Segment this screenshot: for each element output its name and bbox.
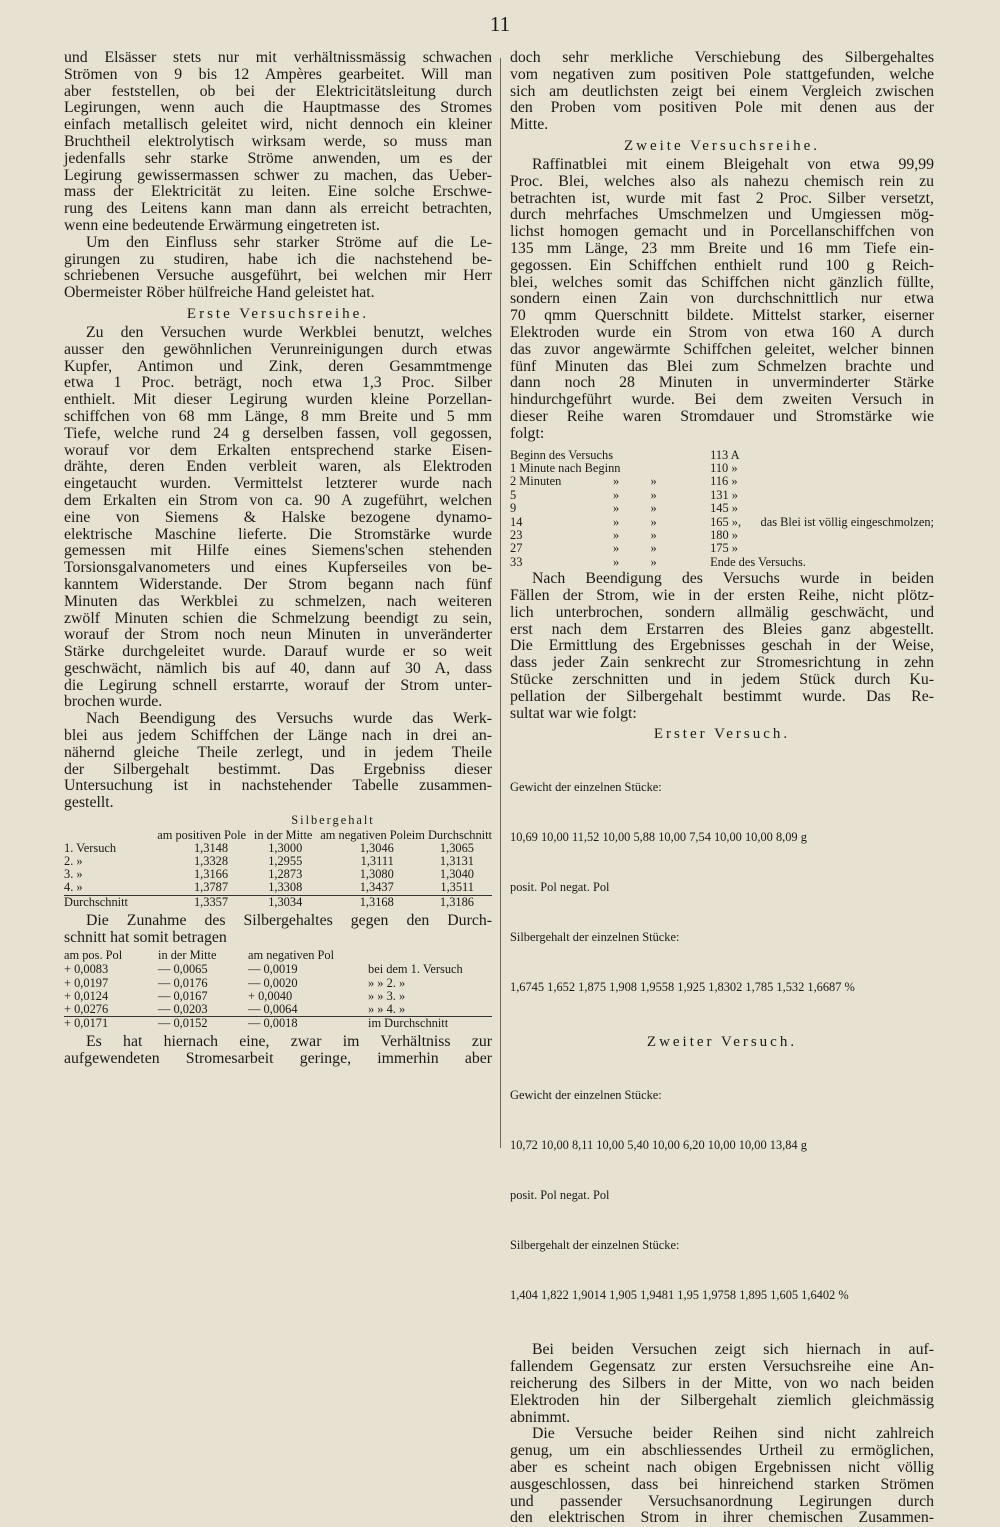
table-header-cell — [368, 948, 492, 963]
table-cell — [613, 449, 650, 462]
text-line: zwölf Minuten schien die Schmelzung beendigt zu sein, — [64, 609, 492, 627]
text-line: Tiefe, welche rund 24 g derselben fassen, voll gegossen, — [64, 424, 492, 442]
paragraph — [64, 1034, 492, 1068]
table-cell: 5 — [510, 487, 517, 502]
table-cell: » — [613, 487, 620, 502]
table-cell: 2 Minuten — [510, 474, 562, 489]
table-cell: — 0,0203 — [158, 1002, 208, 1017]
text-line: den elektrischen Strom in ihrer chemischen Zusammen- — [510, 1509, 934, 1527]
table-cell: 1,3437 — [359, 880, 394, 895]
text-line: abnimmt. — [510, 1408, 571, 1426]
table-cell: 23 — [510, 527, 523, 542]
table-header-cell: im Durchschnitt — [411, 827, 492, 842]
text-line: Es hat hiernach eine, zwar im Verhältniss zur — [86, 1033, 492, 1051]
text-line: rung des Leitens kann man dann als erreicht betrachten, — [64, 200, 492, 218]
table-cell: 1,3131 — [439, 854, 474, 869]
table-cell: 1,3000 — [268, 840, 303, 855]
text-line: worauf vor dem Erkalten entsprechend starke Eisen- — [64, 441, 492, 459]
table-cell: Durchschnitt — [64, 894, 129, 909]
table-header-cell — [64, 829, 157, 842]
text-line: Nach Beendigung des Versuchs wurde das Werk- — [86, 710, 492, 728]
text-line: jedenfalls sehr starke Ströme anwenden, um es der — [64, 149, 492, 167]
table-cell: 113 A — [710, 447, 740, 462]
text-line: reicherung des Silbers in der Mitte, von wo nach beiden — [510, 1374, 934, 1392]
text-line: ausgeschlossen, dass bei hinreichend starken Strömen — [510, 1475, 934, 1493]
text-line: Minuten das Werkblei zu schmelzen, nach weiteren — [64, 592, 492, 610]
text-line: Gewicht der einzelnen Stücke: — [510, 780, 662, 795]
text-line: 70 qmm Querschnitt bildete. Mittelst starker, eiserner — [510, 307, 934, 325]
table-cell: » — [613, 527, 620, 542]
zunahme-table — [64, 948, 492, 1030]
table-cell — [761, 449, 934, 462]
table-row — [64, 881, 492, 895]
table-cell: 27 — [510, 541, 523, 556]
text-line: dann noch 28 Minuten in unverminderter Stärke — [510, 374, 934, 392]
text-line: pellation der Silbergehalt bestimmt wurde. Das Re- — [510, 687, 934, 705]
text-line: das zuvor angewärmte Schiffchen geleitet, welcher binnen — [510, 340, 934, 358]
table-cell — [650, 449, 710, 462]
table-cell: — 0,0020 — [248, 975, 298, 990]
paragraph — [64, 235, 492, 302]
table-cell: 1,2873 — [268, 867, 303, 882]
table-footer-row — [64, 1017, 492, 1031]
text-line: der Silbergehalt bestimmt. Das Ergebniss dieser — [64, 760, 492, 778]
right-column — [510, 50, 934, 1527]
paragraph — [64, 50, 492, 235]
paragraph — [510, 1342, 934, 1426]
measurement-block — [510, 745, 934, 1030]
table-cell — [761, 529, 934, 542]
text-line: dem Erkalten ein Strom von ca. 90 A zugeführt, welchen — [64, 491, 492, 509]
table-cell: 1,3046 — [359, 840, 394, 855]
table-cell: 175 » — [710, 541, 738, 556]
table-header-cell: am pos. Pol — [64, 948, 123, 963]
table-cell: + 0,0276 — [64, 1002, 109, 1017]
table-cell: 1,3080 — [359, 867, 394, 882]
table-title: Silbergehalt — [291, 813, 375, 828]
table-header-cell: am negativen Pole — [320, 827, 412, 842]
table-cell: » — [650, 487, 657, 502]
text-line: blei, welches somit das Schiffchen nicht gänzlich füllte, — [510, 273, 934, 291]
section-heading: Erste Versuchsreihe. — [186, 305, 370, 322]
text-line: aufgewendeten Stromesarbeit geringe, immerhin aber — [64, 1050, 492, 1068]
section-heading: Zweiter Versuch. — [646, 1034, 798, 1051]
text-line: doch sehr merkliche Verschiebung des Silbergehaltes — [510, 49, 934, 66]
text-line: lich unterbrochen, sondern allmälig geschwächt, und — [510, 603, 934, 621]
text-line: den Proben vom positiven Pole mit denen aus der — [510, 99, 934, 117]
table-cell: » — [613, 501, 620, 516]
text-line: worauf der Strom noch neun Minuten in unveränderter — [64, 626, 492, 644]
paragraph — [510, 50, 934, 134]
text-line: genug, um ein abschliessendes Urtheil zu ermöglichen, — [510, 1442, 934, 1460]
paragraph — [64, 711, 492, 812]
text-line: Fällen der Strom, wie in der ersten Reihe, nicht plötz- — [510, 586, 934, 604]
table-cell — [761, 489, 934, 502]
table-cell: Ende des Versuchs. — [710, 554, 806, 569]
text-line: posit. Pol negat. Pol — [510, 1187, 610, 1202]
text-line: Legirung gewissermassen schwer zu machen, das Ueber- — [64, 166, 492, 184]
text-line: Stücke zerschnitten und in jedem Stück durch Ku- — [510, 670, 934, 688]
table-header-cell: am positiven Pole — [157, 827, 247, 842]
table-cell: 1,3168 — [359, 894, 394, 909]
paragraph — [510, 157, 934, 443]
table-row — [510, 462, 934, 475]
table-cell: + 0,0040 — [248, 988, 293, 1003]
table-cell: bei dem 1. Versuch — [368, 962, 463, 977]
column-divider — [500, 58, 501, 1148]
table-cell: — 0,0019 — [248, 962, 298, 977]
table-cell — [761, 542, 934, 555]
text-line: einfach metallisch geleitet wird, nicht dennoch ein kleiner — [64, 116, 492, 134]
table-cell: » — [613, 514, 620, 529]
table-cell: 33 — [510, 554, 523, 569]
table-row — [510, 449, 934, 462]
text-line: eine von Siemens & Halske bezogene dynamo- — [64, 508, 492, 526]
text-line: Untersuchung ist in nachstehender Tabelle zusammen- — [64, 777, 492, 795]
text-line: Legirungen, wenn auch die Hauptmasse des Stromes — [64, 99, 492, 117]
text-line: 10,69 10,00 11,52 10,00 5,88 10,00 7,54 10,00 10,00 8,09 g — [510, 830, 807, 845]
table-cell: » — [613, 541, 620, 556]
text-line: 10,72 10,00 8,11 10,00 5,40 10,00 6,20 10,00 10,00 13,84 g — [510, 1138, 807, 1153]
text-line: kanntem Widerstande. Der Strom begann nach fünf — [64, 575, 492, 593]
text-line: gemessen mit Hilfe eines Siemens'schen stehenden — [64, 542, 492, 560]
table-cell: » — [613, 554, 620, 569]
text-line: Kupfer, Antimon und Zink, deren Gesammtmenge — [64, 357, 492, 375]
table-cell: 4. » — [64, 880, 83, 895]
paragraph — [64, 913, 492, 947]
table-cell: » — [650, 527, 657, 542]
section-heading: Zweite Versuchsreihe. — [623, 137, 820, 154]
text-line: nähernd gleiche Theile zerlegt, und in jedem Theile — [64, 743, 492, 761]
text-line: betrachten ist, wurde mit fast 2 Proc. Silber versetzt, — [510, 189, 934, 207]
text-line: 135 mm Länge, 23 mm Breite und 16 mm Tiefe ein- — [510, 239, 934, 257]
table-row — [510, 502, 934, 515]
text-line: Elektroden hin der Silbergehalt ziemlich gleichmässig — [510, 1391, 934, 1409]
text-line: schriebenen Versuche ausgeführt, bei welchen mir Herr — [64, 267, 492, 285]
text-line: ausser den gewöhnlichen Verunreinigungen durch etwas — [64, 340, 492, 358]
text-line: durch mehrfaches Umschmelzen und Umgiessen mög- — [510, 206, 934, 224]
table-row — [510, 529, 934, 542]
text-line: elektrische Maschine lieferte. Die Stromstärke wurde — [64, 525, 492, 543]
text-line: und Elsässer stets nur mit verhältnissmässig schwachen — [64, 49, 492, 66]
text-line: Die Versuche beider Reihen sind nicht zahlreich — [532, 1425, 934, 1443]
table-cell: — 0,0152 — [158, 1016, 208, 1031]
text-line: Silbergehalt der einzelnen Stücke: — [510, 1237, 680, 1252]
table-cell: 1. Versuch — [64, 840, 117, 855]
text-line: fünf Minuten das Blei zum Schmelzen brachte und — [510, 357, 934, 375]
text-line: die Legirung schnell erstarrte, worauf der Strom unter- — [64, 676, 492, 694]
table-cell: + 0,0197 — [64, 975, 109, 990]
table-row — [510, 556, 934, 569]
stromstaerke-table — [510, 449, 934, 570]
table-row — [510, 542, 934, 555]
text-line: 1,404 1,822 1,9014 1,905 1,9481 1,95 1,9758 1,895 1,605 1,6402 % — [510, 1287, 849, 1302]
text-line: schnitt hat somit betragen — [64, 928, 227, 946]
text-line: enthielt. Mit dieser Legirung wurden kleine Porzellan- — [64, 391, 492, 409]
text-line: eingetaucht wurden. Vermittelst letzterer wurde nach — [64, 475, 492, 493]
text-line: gegossen. Ein Schiffchen enthielt rund 100 g Reich- — [510, 256, 934, 274]
text-line: Zu den Versuchen wurde Werkblei benutzt, welches — [86, 323, 492, 341]
table-header-cell: in der Mitte — [158, 948, 217, 963]
table-cell: — 0,0018 — [248, 1016, 298, 1031]
text-line: vom negativen zum positiven Pole stattgefunden, welche — [510, 65, 934, 83]
table-cell: 1,2955 — [268, 854, 303, 869]
table-cell: » » 2. » — [368, 975, 406, 990]
text-line: sich am deutlichsten zeigt bei einem Vergleich zwischen — [510, 82, 934, 100]
text-line: Bruchtheil elektrolytisch wirksam werde, so muss man — [64, 132, 492, 150]
table-row — [64, 977, 492, 990]
table-cell — [761, 475, 934, 488]
table-cell: 145 » — [710, 501, 738, 516]
table-cell: 1,3328 — [193, 854, 229, 869]
text-line: Obermeister Röber hülfreiche Hand geleistet hat. — [64, 284, 375, 302]
table-row — [64, 963, 492, 976]
table-cell: + 0,0083 — [64, 962, 109, 977]
table-cell: 116 » — [710, 474, 738, 489]
text-line: Nach Beendigung des Versuchs wurde in beiden — [532, 570, 934, 588]
table-cell: 1,3034 — [268, 894, 303, 909]
table-cell — [761, 462, 934, 475]
text-line: dieser Reihe waren Stromdauer und Stromstärke wie — [510, 407, 934, 425]
table-cell: 1,3511 — [440, 880, 474, 895]
text-line: Um den Einfluss sehr starker Ströme auf die Le- — [86, 233, 492, 251]
text-line: Gewicht der einzelnen Stücke: — [510, 1088, 662, 1103]
table-cell: » — [650, 554, 657, 569]
text-line: aber feststellen, ob bei der Elektricitätsleitung durch — [64, 82, 492, 100]
measurement-block — [510, 1053, 934, 1338]
left-column — [64, 50, 492, 1068]
table-cell: — 0,0176 — [158, 975, 208, 990]
table-header-row — [64, 948, 492, 963]
table-row — [510, 489, 934, 502]
text-line: fallendem Gegensatz zur ersten Versuchsreihe eine An- — [510, 1358, 934, 1376]
table-cell: 1,3040 — [439, 867, 474, 882]
paragraph — [510, 571, 934, 722]
text-line: Mitte. — [510, 116, 549, 134]
table-row — [64, 1003, 492, 1017]
text-line: Proc. Blei, welches also als nahezu chemisch rein zu — [510, 172, 934, 190]
text-line: Strömen von 9 bis 12 Ampères gearbeitet. Will man — [64, 65, 492, 83]
table-cell: 1,3148 — [193, 840, 229, 855]
text-line: 1,6745 1,652 1,875 1,908 1,9558 1,925 1,8302 1,785 1,532 1,6687 % — [510, 979, 855, 994]
table-cell: 1,3357 — [193, 894, 229, 909]
text-line: Raffinatblei mit einem Bleigehalt von etwa 99,99 — [532, 155, 934, 173]
text-line: Die Zunahme des Silbergehaltes gegen den Durch- — [86, 911, 492, 929]
text-line: aber es scheint nach obigen Ergebnissen nicht völlig — [510, 1458, 934, 1476]
table-cell: 2. » — [64, 854, 83, 869]
table-cell: » — [650, 501, 657, 516]
table-header-cell: am negativen Pol — [248, 948, 335, 963]
table-cell: im Durchschnitt — [368, 1016, 449, 1031]
table-cell: + 0,0124 — [64, 988, 109, 1003]
table-cell — [761, 502, 934, 515]
table-cell: 131 » — [710, 487, 738, 502]
table-header-cell: in der Mitte — [253, 827, 313, 842]
table-cell: 1,3111 — [360, 854, 394, 869]
text-line: Die Ermittlung des Ergebnisses geschah in der Weise, — [510, 637, 934, 655]
silbergehalt-table — [64, 829, 492, 909]
text-line: Elektroden wurde ein Strom von etwa 160 A durch — [510, 323, 934, 341]
table-row — [510, 516, 934, 529]
text-line: gestellt. — [64, 794, 114, 812]
table-cell: — 0,0064 — [248, 1002, 298, 1017]
paragraph — [510, 1426, 934, 1527]
table-cell: » — [650, 514, 657, 529]
table-cell: Beginn des Versuchs — [510, 447, 614, 462]
table-cell: 14 — [510, 514, 523, 529]
text-line: Silbergehalt der einzelnen Stücke: — [510, 929, 680, 944]
text-line: folgt: — [510, 424, 545, 442]
table-cell: 165 », — [710, 514, 742, 529]
table-footer-row — [64, 895, 492, 909]
table-cell: 1 Minute nach Beginn — [510, 460, 621, 475]
text-line: posit. Pol negat. Pol — [510, 879, 610, 894]
text-line: Bei beiden Versuchen zeigt sich hiernach in auf- — [532, 1341, 934, 1359]
table-header-row — [64, 829, 492, 842]
text-line: erst nach dem Erstarren des Bleies ganz abgestellt. — [510, 620, 934, 638]
table-cell: + 0,0171 — [64, 1016, 109, 1031]
text-line: drähte, deren Enden verbleit waren, als Elektroden — [64, 458, 492, 476]
text-line: etwa 1 Proc. beträgt, noch etwa 1,3 Proc. Silber — [64, 374, 492, 392]
table-cell: das Blei ist völlig eingeschmolzen; — [760, 514, 934, 529]
text-line: sultat war wie folgt: — [510, 704, 637, 722]
text-line: wenn eine bedeutende Erwärmung eingetreten ist. — [64, 216, 380, 234]
text-line: blei aus jedem Schiffchen der Länge nach in drei an- — [64, 727, 492, 745]
text-line: sondern einen Zain von durchschnittlich nur etwa — [510, 290, 934, 308]
table-cell: 1,3166 — [193, 867, 229, 882]
table-cell: 1,3065 — [439, 840, 474, 855]
text-line: dass jeder Zain senkrecht zur Stromesrichtung in zehn — [510, 654, 934, 672]
table-row — [510, 475, 934, 488]
table-cell: » — [650, 541, 657, 556]
table-cell: 1,3308 — [268, 880, 303, 895]
text-line: schiffchen von 68 mm Länge, 8 mm Breite und 5 mm — [64, 407, 492, 425]
page-number: 11 — [489, 12, 511, 36]
paragraph — [64, 325, 492, 711]
text-line: geschwächt, nämlich bis auf 40, dann auf 30 A, dass — [64, 659, 492, 677]
text-line: und passender Versuchsanordnung Legirungen durch — [510, 1492, 934, 1510]
table-cell: 3. » — [64, 867, 83, 882]
table-cell: 110 » — [710, 460, 738, 475]
table-cell: 9 — [510, 501, 517, 516]
table-cell: » — [650, 474, 657, 489]
text-line: Stärke durchgeleitet wurde. Darauf wurde er so weit — [64, 643, 492, 661]
section-heading: Erster Versuch. — [653, 726, 791, 743]
table-cell: » » 4. » — [368, 1002, 406, 1017]
table-cell: 180 » — [710, 527, 738, 542]
table-cell: » » 3. » — [368, 988, 406, 1003]
table-cell: — 0,0167 — [158, 988, 208, 1003]
text-line: brochen wurde. — [64, 693, 163, 711]
text-line: Torsionsgalvanometers und eines Kupferseiles von be- — [64, 559, 492, 577]
text-line: girungen zu studiren, habe ich die nachstehend be- — [64, 250, 492, 268]
table-cell: 1,3186 — [439, 894, 474, 909]
text-line: mass der Elektricität zu leiten. Eine solche Erschwe- — [64, 183, 492, 201]
table-cell: — 0,0065 — [158, 962, 208, 977]
table-cell: 1,3787 — [193, 880, 229, 895]
text-line: lichst homogen gemacht und in Porcellanschiffchen von — [510, 223, 934, 241]
table-cell: » — [613, 474, 620, 489]
text-line: hindurchgeführt wurde. Bei dem zweiten Versuch in — [510, 391, 934, 409]
